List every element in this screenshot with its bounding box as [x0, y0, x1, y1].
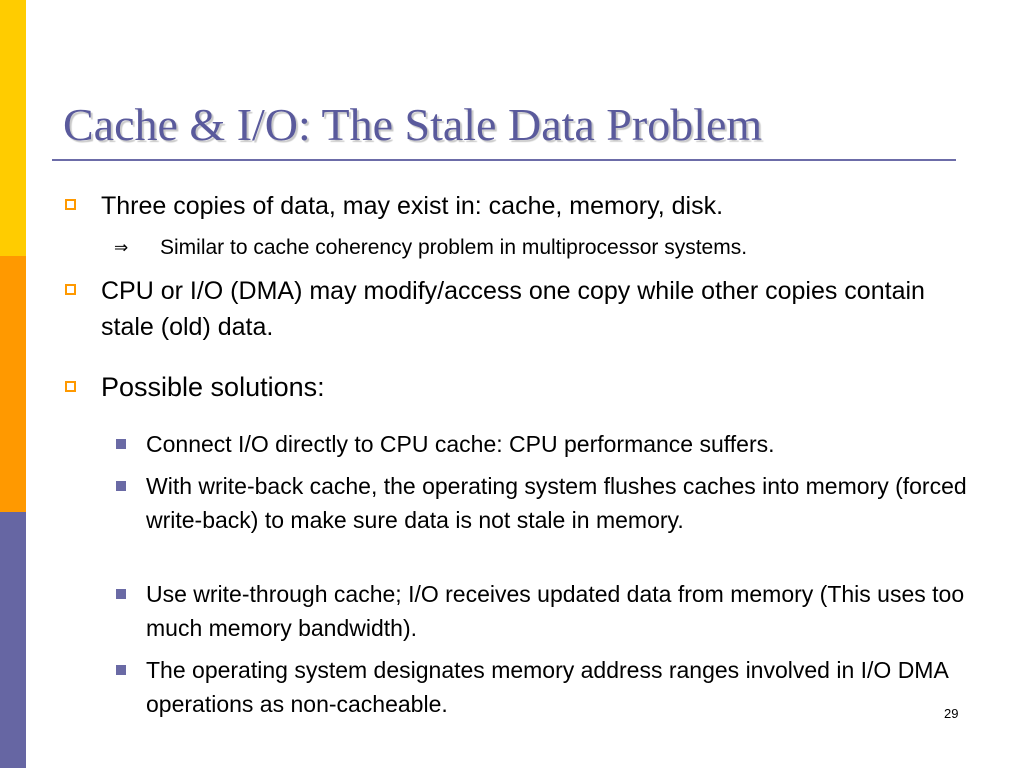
solution-item	[146, 577, 976, 645]
bullet-item	[101, 273, 941, 345]
bullet-item	[101, 188, 941, 224]
bullet-text: Possible solutions:	[101, 372, 325, 402]
hollow-square-bullet-icon	[65, 199, 76, 210]
solution-item	[146, 427, 976, 461]
hollow-square-bullet-icon	[65, 381, 76, 392]
solution-text: With write-back cache, the operating system flushes caches into memory (forced write-back) to make sure data is not stale in memory.	[146, 473, 967, 533]
filled-square-bullet-icon	[116, 439, 126, 449]
sub-bullet-item	[114, 233, 980, 263]
bullet-item	[101, 369, 941, 405]
double-arrow-icon: ⇒	[114, 238, 129, 257]
solution-item	[146, 653, 976, 721]
solution-text: The operating system designates memory address ranges involved in I/O DMA operations as non-cacheable.	[146, 657, 948, 717]
filled-square-bullet-icon	[116, 665, 126, 675]
left-band-orange	[0, 256, 26, 512]
left-band-yellow	[0, 0, 26, 256]
sub-bullet-text: Similar to cache coherency problem in multiprocessor systems.	[160, 236, 748, 259]
left-band-purple	[0, 512, 26, 768]
left-band-divider	[26, 0, 28, 768]
bullet-text: CPU or I/O (DMA) may modify/access one copy while other copies contain stale (old) data.	[101, 277, 925, 341]
filled-square-bullet-icon	[116, 589, 126, 599]
slide-title: Cache & I/O: The Stale Data Problem	[63, 99, 763, 150]
slide-number: 29	[944, 706, 959, 721]
hollow-square-bullet-icon	[65, 284, 76, 295]
title-underline	[52, 159, 956, 161]
solution-text: Connect I/O directly to CPU cache: CPU performance suffers.	[146, 431, 775, 457]
bullet-text: Three copies of data, may exist in: cache, memory, disk.	[101, 192, 724, 220]
solution-item	[146, 469, 976, 537]
solution-text: Use write-through cache; I/O receives updated data from memory (This uses too much memory bandwidth).	[146, 581, 965, 641]
filled-square-bullet-icon	[116, 481, 126, 491]
